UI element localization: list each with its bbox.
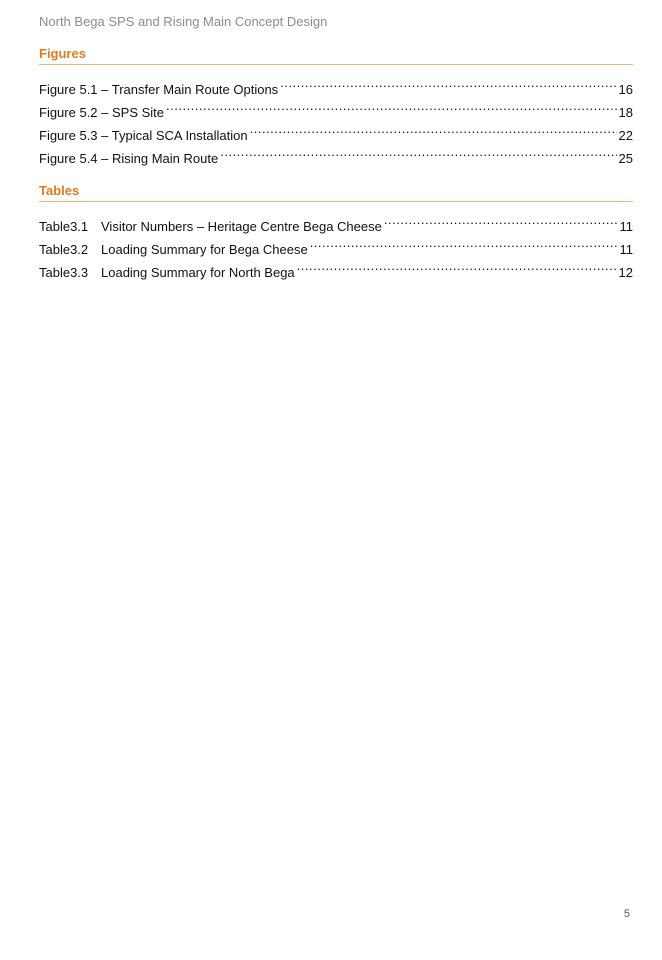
table-entry-page: 11 (619, 242, 633, 257)
figures-section (39, 46, 633, 166)
figure-entry-page: 18 (618, 105, 633, 120)
table-entry-title: Visitor Numbers – Heritage Centre Bega Cheese (101, 219, 382, 234)
dot-leader (297, 254, 617, 277)
dot-leader (166, 94, 617, 117)
figure-entry-page: 16 (618, 82, 633, 97)
figure-entry-page: 25 (618, 151, 633, 166)
dot-leader (310, 231, 618, 254)
figure-entry-label: Figure 5.3 – Typical SCA Installation (39, 128, 248, 143)
tables-list (39, 208, 633, 280)
figures-heading: Figures (39, 46, 633, 65)
table-entry-number: Table3.1 (39, 219, 89, 234)
dot-leader (280, 71, 616, 94)
table-entry-label (39, 238, 308, 261)
document-header-title: North Bega SPS and Rising Main Concept Design (39, 14, 328, 29)
dot-leader (384, 208, 618, 231)
dot-leader (250, 117, 617, 140)
figure-entry-label: Figure 5.4 – Rising Main Route (39, 151, 219, 166)
table-entry[interactable] (39, 208, 633, 234)
page-number: 5 (623, 908, 630, 920)
table-entry-page: 12 (618, 265, 633, 280)
figure-entry[interactable] (39, 71, 633, 97)
figure-entry-page: 22 (618, 128, 633, 143)
table-entry-title: Loading Summary for North Bega (101, 265, 295, 280)
table-entry-number: Table3.2 (39, 242, 89, 257)
figure-entry-label: Figure 5.2 – SPS Site (39, 105, 165, 120)
figure-entry-label: Figure 5.1 – Transfer Main Route Options (39, 82, 279, 97)
tables-section (39, 183, 633, 280)
table-entry-page: 11 (619, 219, 633, 234)
table-entry-label (39, 261, 295, 284)
table-entry-title: Loading Summary for Bega Cheese (101, 242, 308, 257)
figures-list (39, 71, 633, 166)
tables-heading: Tables (39, 183, 633, 202)
table-entry-number: Table3.3 (39, 265, 89, 280)
dot-leader (220, 140, 616, 163)
